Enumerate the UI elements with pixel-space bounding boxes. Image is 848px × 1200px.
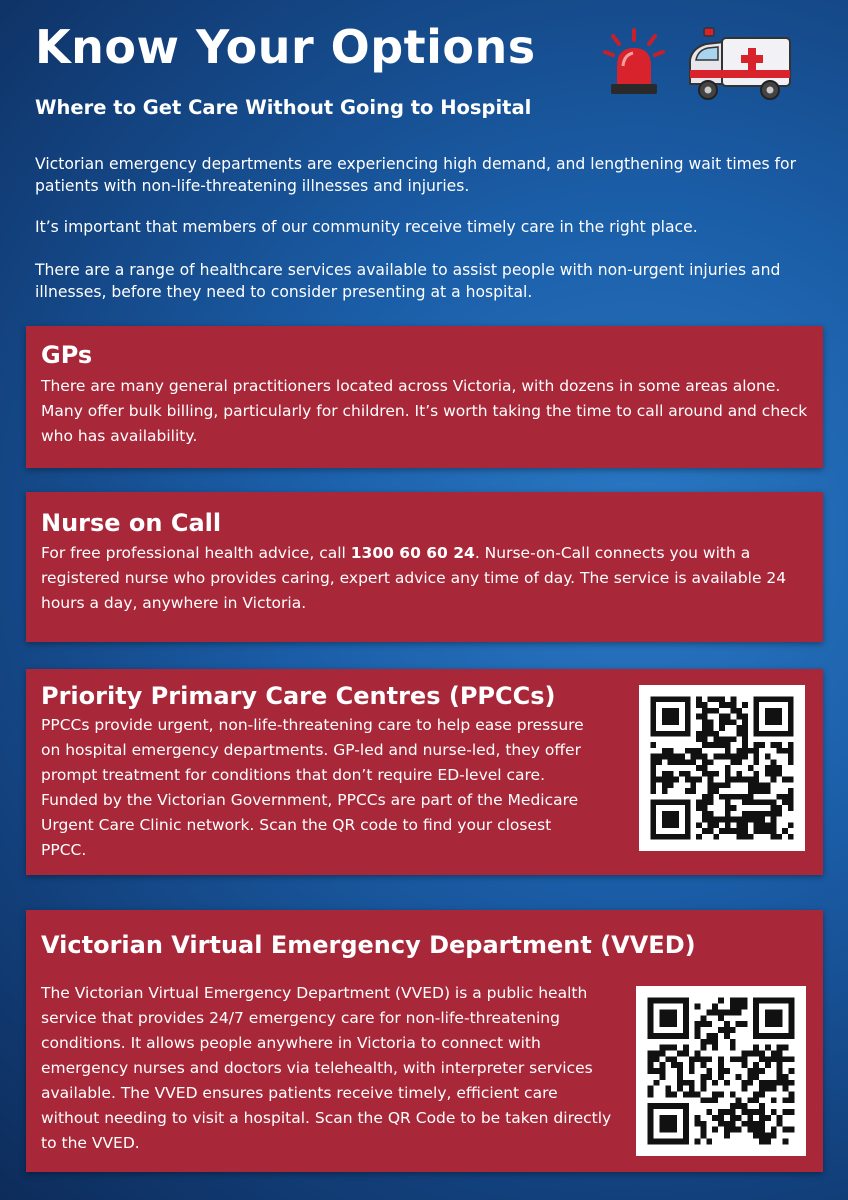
vved-body: The Victorian Virtual Emergency Department (VVED) is a public health service that provides 24/7 emergency care for non-life-threatening conditions. It allows people anywhere in Victoria to connect with emergency nurses and doctors via telehealth, with interpreter services available. The VVED ensures patients receive timely, efficient care without needing to visit a hospital. Scan the QR Code to be taken directly to the VVED. (41, 984, 612, 1152)
nurse-on-call-body (41, 541, 821, 616)
nurse-on-call-card (26, 492, 823, 642)
nurse-body-intro: For free professional health advice, call (41, 544, 351, 562)
vved-qr-code[interactable] (636, 986, 806, 1156)
page-subtitle: Where to Get Care Without Going to Hospital (35, 96, 532, 119)
ppcc-heading: Priority Primary Care Centres (PPCCs) (41, 682, 556, 710)
ppcc-qr-code[interactable] (639, 685, 805, 851)
gps-body: There are many general practitioners located across Victoria, with dozens in some areas alone. Many offer bulk billing, particularly for children. It’s worth taking the time to call around and check who has availability. (41, 377, 808, 445)
siren-icon (603, 28, 665, 98)
nurse-body-rest: . Nurse-on-Call connects you with a registered nurse who provides caring, expert advice any time of day. The service is available 24 hours a day, anywhere in Victoria. (41, 544, 787, 612)
intro-paragraph-1: Victorian emergency departments are experiencing high demand, and lengthening wait times for patients with non-life-threatening illnesses and injuries. (35, 155, 796, 195)
page-title: Know Your Options (35, 20, 536, 74)
ambulance-icon (684, 26, 794, 106)
ppcc-card (26, 669, 823, 875)
vved-heading: Victorian Virtual Emergency Department (VVED) (41, 931, 696, 959)
intro-paragraph-3: There are a range of healthcare services available to assist people with non-urgent injuries and illnesses, before they need to consider presenting at a hospital. (35, 261, 781, 301)
nurse-phone-number[interactable]: 1300 60 60 24 (350, 544, 475, 562)
intro-paragraph-2: It’s important that members of our community receive timely care in the right place. (35, 218, 698, 236)
vved-card (26, 910, 823, 1172)
gps-card (26, 326, 823, 468)
nurse-on-call-heading: Nurse on Call (41, 509, 222, 537)
gps-heading: GPs (41, 341, 93, 369)
ppcc-body: PPCCs provide urgent, non-life-threatening care to help ease pressure on hospital emergency departments. GP-led and nurse-led, they offer prompt treatment for conditions that don’t require ED-level care. Funded by the Victorian Government, PPCCs are part of the Medicare Urgent Care Clinic network. Scan the QR code to find your closest PPCC. (41, 716, 584, 859)
